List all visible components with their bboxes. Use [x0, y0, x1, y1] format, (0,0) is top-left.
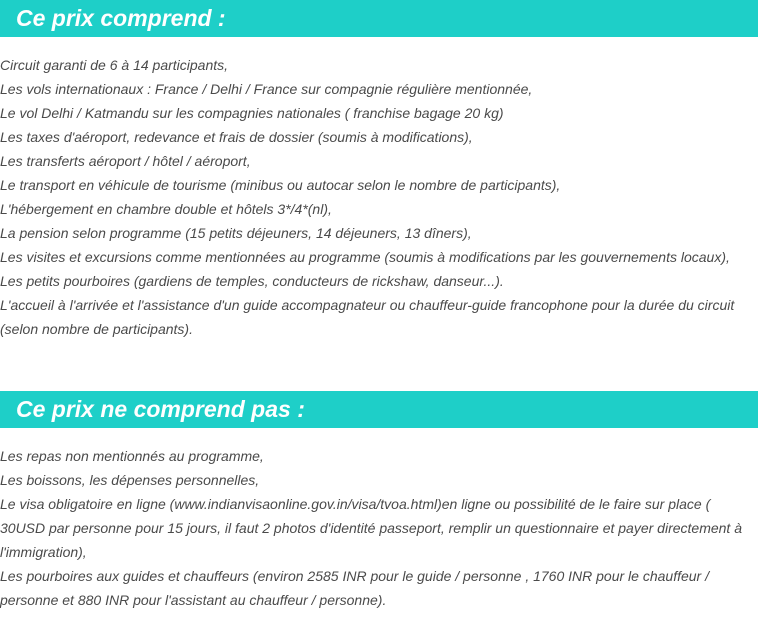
list-item: L'hébergement en chambre double et hôtels 3*/4*(nl), [0, 201, 332, 217]
list-item: Le transport en véhicule de tourisme (minibus ou autocar selon le nombre de participants), [0, 177, 561, 193]
list-item: Les petits pourboires (gardiens de temples, conducteurs de rickshaw, danseur...). [0, 273, 504, 289]
list-item: Les pourboires aux guides et chauffeurs (environ 2585 INR pour le guide / personne , 1760 INR pour le chauffeur / personne et 880 INR pour l'assistant au chauffeur / personne). [0, 568, 709, 608]
excluded-header-banner [0, 391, 758, 428]
list-item: Les repas non mentionnés au programme, [0, 448, 264, 464]
included-header-banner [0, 0, 758, 37]
list-item: Les visites et excursions comme mentionnées au programme (soumis à modifications par les gouvernements locaux), [0, 249, 730, 265]
list-item: Les taxes d'aéroport, redevance et frais de dossier (soumis à modifications), [0, 129, 473, 145]
excluded-heading: Ce prix ne comprend pas : [16, 396, 305, 422]
list-item: Circuit garanti de 6 à 14 participants, [0, 57, 229, 73]
list-item: Le visa obligatoire en ligne (www.indianvisaonline.gov.in/visa/tvoa.html)en ligne ou possibilité de le faire sur place ( 30USD par personne pour 15 jours, il faut 2 photos d'identité passeport, remplir un questionnaire et payer directement à l'immigration), [0, 496, 742, 560]
included-heading: Ce prix comprend : [16, 5, 226, 31]
list-item: Les vols internationaux : France / Delhi / France sur compagnie régulière mentionnée, [0, 81, 533, 97]
included-list [0, 53, 756, 341]
list-item: Les transferts aéroport / hôtel / aéroport, [0, 153, 251, 169]
list-item: Le vol Delhi / Katmandu sur les compagnies nationales ( franchise bagage 20 kg) [0, 105, 504, 121]
list-item: La pension selon programme (15 petits déjeuners, 14 déjeuners, 13 dîners), [0, 225, 472, 241]
list-item: L'accueil à l'arrivée et l'assistance d'un guide accompagnateur ou chauffeur-guide francophone pour la durée du circuit (selon nombre de participants). [0, 297, 735, 337]
list-item: Les boissons, les dépenses personnelles, [0, 472, 260, 488]
excluded-list [0, 444, 756, 612]
